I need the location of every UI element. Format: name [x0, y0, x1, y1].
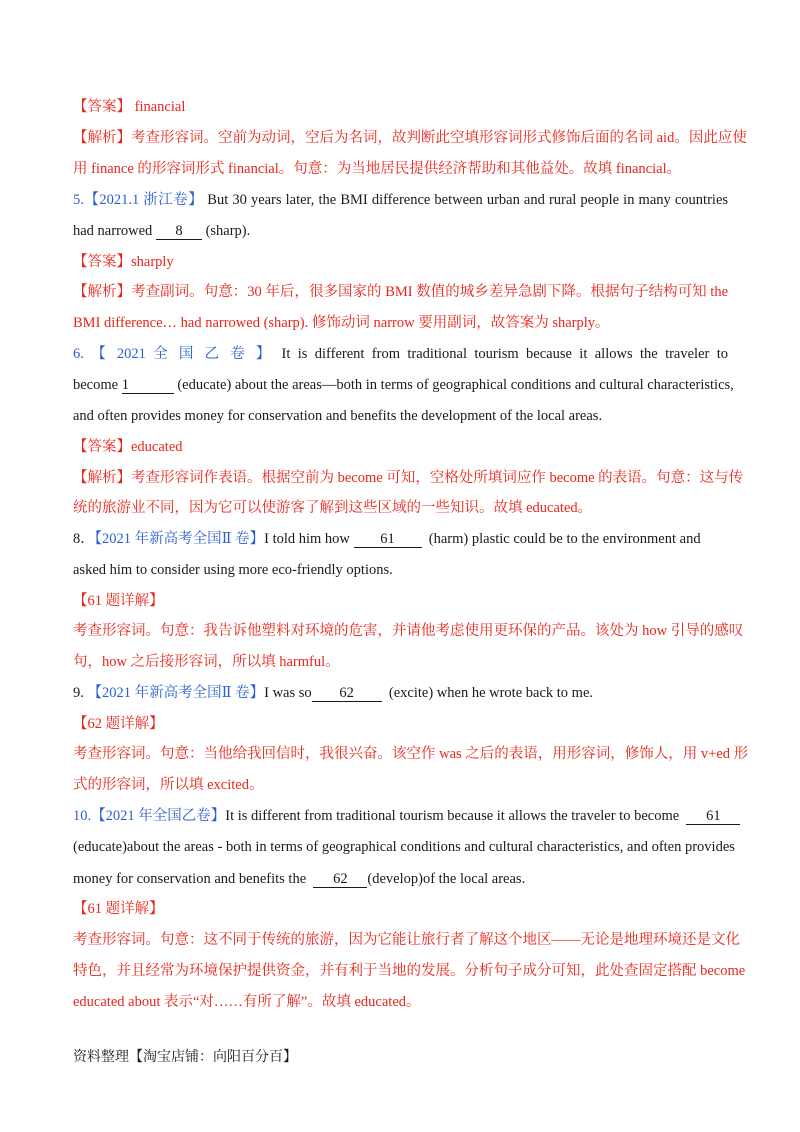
question-5-line2: [73, 222, 250, 240]
page-footer: 资料整理【淘宝店铺：向阳百分百】: [73, 1050, 297, 1065]
question-text: (educate)about the areas - both in terms of geographical conditions and cultural characteristics, and often provides: [73, 839, 735, 855]
answer-tag: 【答案】: [73, 99, 131, 115]
question-text: and often provides money for conservation and benefits the development of the local areas.: [73, 408, 603, 424]
question-text: (harm) plastic could be to the environment and: [428, 531, 701, 547]
question-6: [73, 345, 728, 363]
detail-text: 考查形容词。句意：当他给我回信时，我很兴奋。该空作 was 之后的表语，用形容词，修饰人，用 v+ed 形: [73, 746, 749, 762]
answer-tag: 【答案】: [73, 254, 131, 270]
question-number: 10.: [73, 808, 92, 824]
detail-line: [73, 745, 749, 763]
answer-tag: 【答案】: [73, 439, 131, 455]
detail-heading: [73, 592, 164, 610]
question-source: 【2021 年新高考全国Ⅱ 卷】: [94, 531, 265, 547]
detail-text: 句，how 之后接形容词，所以填 harmful。: [73, 654, 340, 670]
answer-text: financial: [134, 99, 186, 115]
question-number: 6.: [73, 346, 84, 362]
answer-blank: 61: [686, 809, 740, 825]
explanation-text: 考查形容词作表语。根据空前为 become 可知，空格处所填词应作 become 的表语。句意：这与传: [131, 470, 744, 486]
question-5: [73, 191, 728, 209]
explanation-text: 考查形容词。空前为动词，空后为名词，故判断此空填形容词形式修饰后面的名词 aid。因此应使: [131, 130, 747, 146]
detail-line: [73, 622, 744, 640]
explanation-line: [73, 283, 728, 301]
question-text: (sharp).: [205, 223, 251, 239]
question-6-line2: [73, 376, 734, 394]
question-text: (educate) about the areas—both in terms of geographical conditions and cultural characteristics,: [177, 377, 734, 393]
detail-text: 考查形容词。句意：这不同于传统的旅游，因为它能让旅行者了解这个地区——无论是地理环境还是文化: [73, 932, 740, 948]
question-text: (excite) when he wrote back to me.: [388, 685, 594, 701]
detail-line: [73, 776, 264, 794]
question-number: 8．: [73, 531, 95, 547]
explanation-line: [73, 129, 747, 147]
answer-blank: 61: [354, 532, 422, 548]
explanation-tag: 【解析】: [73, 470, 131, 486]
question-text: But 30 years later, the BMI difference between urban and rural people in many countries: [207, 192, 729, 208]
question-source: 【2021 年新高考全国Ⅱ 卷】: [87, 685, 265, 701]
question-8: [73, 530, 701, 548]
answer-text: educated: [131, 439, 183, 455]
explanation-text: 用 finance 的形容词形式 financial。句意：为当地居民提供经济帮助和其他益处。故填 financial。: [73, 161, 682, 177]
explanation-line: [73, 499, 592, 517]
answer-blank: 8: [156, 224, 202, 240]
detail-text: 特色，并且经常为环境保护提供资金，并有利于当地的发展。分析句子成分可知，此处查固定搭配 become: [73, 963, 746, 979]
answer-blank: 62: [312, 686, 382, 702]
answer-blank: 1: [122, 378, 174, 394]
explanation-line: [73, 314, 610, 332]
question-8-line2: [73, 561, 393, 579]
question-text: become: [73, 377, 119, 393]
explanation-text: BMI difference… had narrowed (sharp). 修饰动词 narrow 要用副词，故答案为 sharply。: [73, 315, 610, 331]
answer-text: sharply: [131, 254, 174, 270]
question-number: 9.: [73, 685, 84, 701]
question-9: [73, 684, 593, 702]
question-text: I was so: [264, 685, 312, 701]
detail-text: educated about 表示“对……有所了解”。故填 educated。: [73, 994, 421, 1010]
question-text: money for conservation and benefits the: [73, 871, 307, 887]
question-10-line3: [73, 870, 525, 888]
explanation-line: [73, 160, 681, 178]
detail-tag: 【61 题详解】: [73, 593, 164, 609]
detail-line: [73, 931, 740, 949]
question-source: 【 2021 全 国 乙 卷 】: [91, 346, 275, 362]
question-text: It is different from traditional tourism because it allows the traveler to: [281, 346, 729, 362]
answer-blank: 62: [313, 872, 367, 888]
answer-line: [73, 438, 183, 456]
question-text: It is different from traditional tourism because it allows the traveler to become: [225, 808, 680, 824]
question-text: had narrowed: [73, 223, 153, 239]
question-6-line3: [73, 407, 602, 425]
answer-line: [73, 98, 185, 116]
explanation-line: [73, 469, 744, 487]
question-source: 【2021.1 浙江卷】: [83, 192, 204, 208]
question-source: 【2021 年全国乙卷】: [91, 808, 226, 824]
detail-tag: 【62 题详解】: [73, 716, 164, 732]
question-text: I told him how: [264, 531, 350, 547]
detail-text: 式的形容词，所以填 excited。: [73, 777, 264, 793]
question-text: (develop)of the local areas.: [367, 871, 526, 887]
explanation-text: 统的旅游业不同，因为它可以使游客了解到这些区域的一些知识。故填 educated。: [73, 500, 593, 516]
detail-line: [73, 653, 340, 671]
question-10-line2: [73, 838, 735, 856]
question-text: asked him to consider using more eco-friendly options.: [73, 562, 393, 578]
question-10: [73, 807, 740, 825]
detail-heading: [73, 715, 164, 733]
answer-line: [73, 253, 174, 271]
detail-line: [73, 993, 421, 1011]
explanation-tag: 【解析】: [73, 130, 131, 146]
detail-heading: [73, 900, 164, 918]
explanation-tag: 【解析】: [73, 284, 132, 300]
detail-tag: 【61 题详解】: [73, 901, 164, 917]
detail-line: [73, 962, 746, 980]
detail-text: 考查形容词。句意：我告诉他塑料对环境的危害，并请他考虑使用更环保的产品。该处为 how 引导的感叹: [73, 623, 744, 639]
explanation-text: 考查副词。句意：30 年后，很多国家的 BMI 数值的城乡差异急剧下降。根据句子结构可知 the: [131, 284, 729, 300]
question-number: 5.: [73, 192, 84, 208]
